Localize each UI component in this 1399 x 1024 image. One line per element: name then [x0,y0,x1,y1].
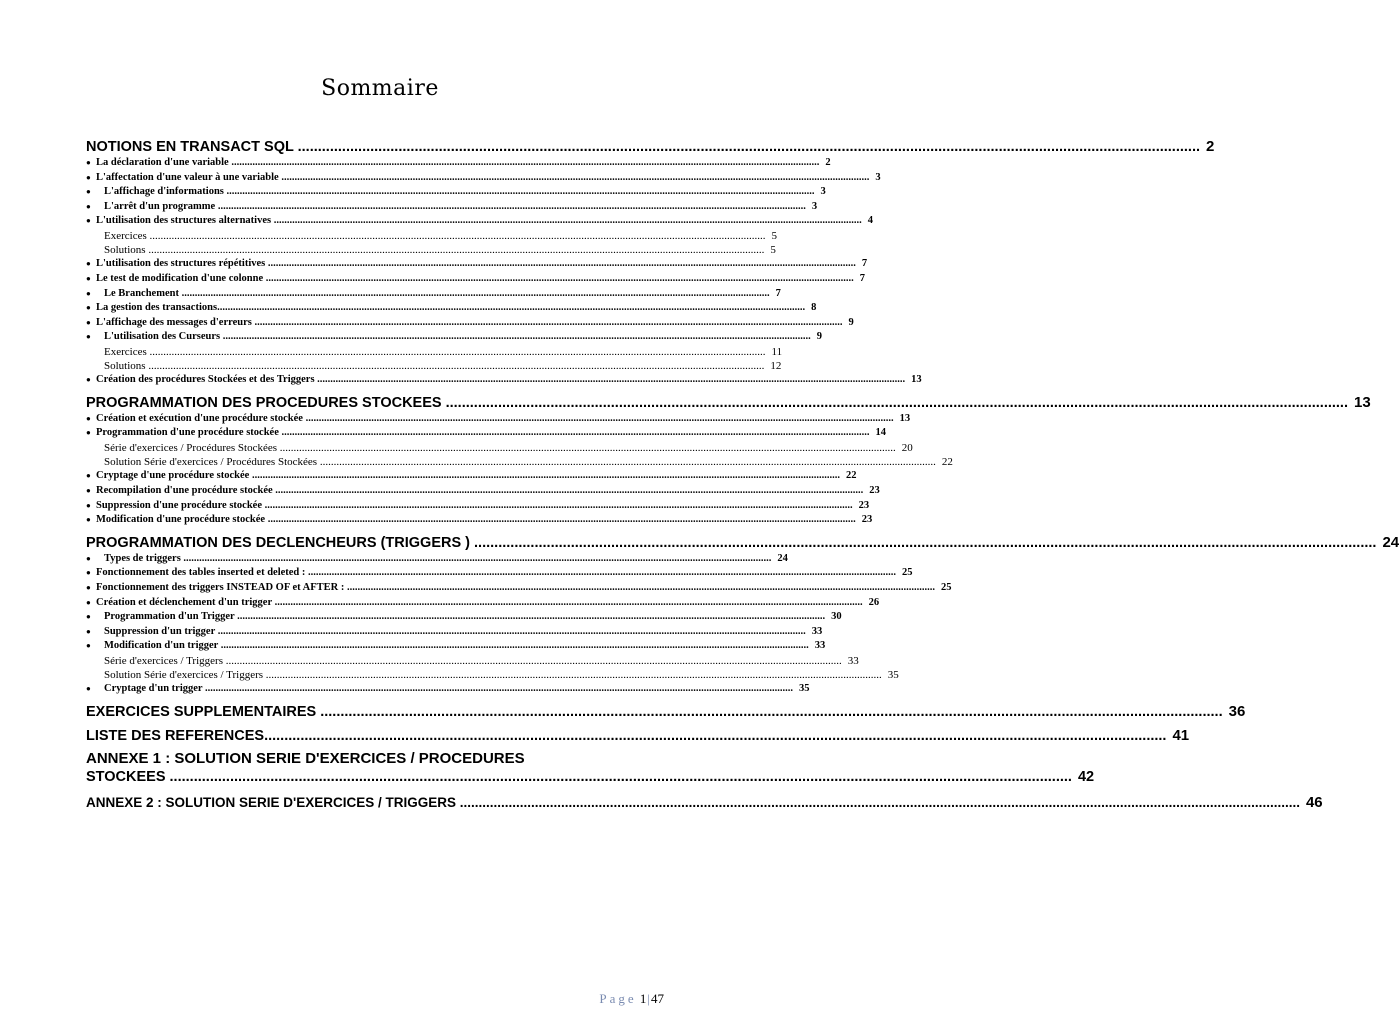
toc-page-number: 20 [901,442,913,455]
toc-entry[interactable] [86,272,865,287]
toc-page-number: 36 [1228,702,1246,720]
leader-dots: ................................................................................................................................................................................................................................ [225,654,842,667]
toc-annex-2[interactable] [86,793,1323,812]
toc-entry-title: PROGRAMMATION DES DECLENCHEURS (TRIGGERS ) [86,534,475,551]
bullet-icon: ● [86,500,91,510]
leader-dots: ................................................................................................................................................................................................................................ [265,272,854,284]
toc-page-number: 23 [858,499,870,511]
leader-dots: ................................................................................................................................................................................................................................ [274,596,863,608]
toc-entry[interactable] [86,639,826,654]
toc-page-number: 13 [911,374,922,386]
toc-heading[interactable] [86,533,1399,552]
toc-subentry[interactable] [86,455,953,469]
bullet-icon: ● [86,553,91,563]
footer-total-pages: 47 [651,991,664,1006]
toc-page-number: 41 [1172,726,1190,744]
toc-page-number: 23 [869,485,880,497]
toc-page-number: 13 [899,412,911,424]
leader-dots: ................................................................................................................................................................................................................................ [148,360,765,373]
toc-subentry[interactable] [86,654,859,668]
toc-entry[interactable] [86,682,810,697]
leader-dots: ................................................................................................................................................................................................................................ [320,703,1223,720]
toc-entry[interactable] [86,484,880,499]
toc-entry-title: Exercices [104,345,150,358]
toc-entry[interactable] [86,171,881,186]
bullet-icon: ● [86,303,91,313]
toc-entry-title: Cryptage d'un trigger [104,683,206,695]
bullet-icon: ● [86,201,91,211]
bullet-icon: ● [86,597,91,607]
leader-dots: ................................................................................................................................................................................................................................ [265,669,882,682]
annex-2-page-number: 46 [1305,793,1323,811]
toc-page-number: 4 [867,215,873,227]
toc-page-number: 35 [799,683,810,695]
leader-dots: ................................................................................................................................................................................................................................ [459,794,1300,810]
bullet-icon: ● [86,471,91,481]
toc-entry-title: L'utilisation des structures répétitives [96,258,268,270]
leader-dots: ................................................................................................................................................................................................................................ [297,139,1201,155]
leader-dots: ................................................................................................................................................................................................................................ [281,427,870,439]
toc-entry-title: Suppression d'un trigger [104,625,218,637]
toc-page-number: 5 [770,244,776,257]
toc-page-number: 33 [847,654,859,667]
annex-1-title-end: STOCKEES [86,768,170,785]
toc-entry-title: L'utilisation des Curseurs [104,331,223,343]
bullet-icon: ● [86,273,91,283]
bullet-icon: ● [86,158,91,167]
bullet-icon: ● [86,428,91,438]
toc-entry-title: Série d'exercices / Procédures Stockées [104,442,280,455]
toc-entry-title: Fonctionnement des triggers INSTEAD OF et AFTER : [96,582,348,593]
leader-dots: ................................................................................................................................................................................................................................ [220,640,809,652]
bullet-icon: ● [86,187,91,197]
toc-subentry[interactable] [86,359,782,373]
leader-dots: ................................................................................................................................................................................................................................ [148,244,765,257]
toc-entry-title: PROGRAMMATION DES PROCEDURES STOCKEES [86,394,446,411]
toc-entry[interactable] [86,316,854,331]
leader-dots: ................................................................................................................................................................................................................................ [317,374,906,386]
toc-page-number: 30 [831,611,842,623]
leader-dots: ................................................................................................................................................................................................................................ [149,345,766,358]
leader-dots: ................................................................................................................................................................................................................................ [267,514,856,526]
annex-1-title-line1: ANNEXE 1 : SOLUTION SERIE D'EXERCICES / PROCEDURES [86,749,525,767]
toc-entry-title: Types de triggers [104,552,184,564]
footer-page-label: Page [599,991,637,1006]
toc-heading[interactable] [86,702,1246,721]
toc-page-number: 13 [1354,393,1371,411]
toc-entry[interactable] [86,330,822,345]
toc-heading[interactable] [86,726,1190,745]
toc-entry-title: Cryptage d'une procédure stockée [96,470,252,482]
leader-dots: ................................................................................................................................................................................................................................ [169,768,1072,785]
page-footer [599,991,664,1007]
toc-entry-title: LISTE DES REFERENCES [86,727,265,744]
toc-entry[interactable] [86,566,913,581]
toc-entry-title: L'affichage d'informations [104,186,227,198]
leader-dots: ................................................................................................................................................................................................................................ [264,727,1167,744]
toc-entry[interactable] [86,200,818,215]
leader-dots: ................................................................................................................................................................................................................................ [474,534,1377,551]
toc-entry-title: Création des procédures Stockées et des Triggers [96,374,318,386]
leader-dots: ................................................................................................................................................................................................................................ [267,258,856,270]
leader-dots: ................................................................................................................................................................................................................................ [217,200,806,212]
toc-page-number: 9 [816,331,822,343]
toc-page-number: 11 [771,345,783,358]
toc-page-number: 25 [902,567,913,579]
toc-page-number: 7 [859,272,865,284]
toc-entry[interactable] [86,610,842,625]
leader-dots: ................................................................................................................................................................................................................................ [347,582,936,593]
toc-subentry[interactable] [86,229,777,243]
toc-entry-title: L'utilisation des structures alternatives [96,215,274,227]
table-of-contents [86,138,1399,812]
toc-page-number: 23 [861,514,873,526]
toc-entry[interactable] [86,156,831,171]
toc-entry-title: Recompilation d'une procédure stockée [96,485,276,497]
annex-1-title-line2 [86,768,1095,786]
toc-page-number: 9 [848,316,854,328]
toc-entry-title: Le test de modification d'une colonne [96,272,266,284]
toc-entry[interactable] [86,625,823,640]
leader-dots: ................................................................................................................................................................................................................................ [254,316,843,328]
annex-2-title: ANNEXE 2 : SOLUTION SERIE D'EXERCICES / TRIGGERS [86,794,460,810]
toc-entry-title: NOTIONS EN TRANSACT SQL [86,139,298,155]
leader-dots: ................................................................................................................................................................................................................................ [445,394,1348,411]
leader-dots: ................................................................................................................................................................................................................................ [205,683,794,695]
leader-dots: ................................................................................................................................................................................................................................ [279,442,896,455]
toc-entry-title: Création et exécution d'une procédure stockée [96,412,306,424]
toc-page-number: 33 [811,625,823,637]
leader-dots: ................................................................................................................................................................................................................................ [217,302,806,314]
toc-subentry[interactable] [86,441,913,455]
toc-page-number: 3 [875,171,881,183]
bullet-icon: ● [86,486,91,496]
bullet-icon: ● [86,583,91,592]
toc-entry[interactable] [86,373,922,388]
leader-dots: ................................................................................................................................................................................................................................ [183,552,772,564]
toc-entry[interactable] [86,257,868,272]
toc-entry-title: Modification d'un trigger [104,640,221,652]
leader-dots: ................................................................................................................................................................................................................................ [308,567,897,579]
toc-items [86,138,1399,745]
toc-entry-title: Solution Série d'exercices / Procédures Stockées [104,456,320,469]
annex-1-page-number: 42 [1077,768,1095,785]
toc-entry-title: EXERCICES SUPPLEMENTAIRES [86,703,321,720]
toc-entry[interactable] [86,301,817,316]
toc-page-number: 3 [811,200,818,212]
bullet-icon: ● [86,612,91,622]
toc-page-number: 22 [941,456,953,469]
toc-subentry[interactable] [86,668,899,682]
leader-dots: ................................................................................................................................................................................................................................ [305,412,894,424]
toc-entry-title: L'affectation d'une valeur à une variable [96,171,282,183]
bullet-icon: ● [86,413,91,423]
toc-page-number: 2 [1206,138,1215,155]
toc-page-number: 5 [771,229,777,242]
toc-page-number: 2 [825,157,831,168]
leader-dots: ................................................................................................................................................................................................................................ [273,215,862,227]
toc-page-number: 35 [887,669,899,682]
bullet-icon: ● [86,216,91,226]
toc-page-number: 25 [941,582,952,593]
leader-dots: ................................................................................................................................................................................................................................ [281,171,870,183]
toc-page-number: 3 [820,186,826,198]
leader-dots: ................................................................................................................................................................................................................................ [251,470,840,482]
toc-entry[interactable] [86,581,952,596]
toc-entry-title: Programmation d'un Trigger [104,611,238,623]
toc-entry-title: L'arrêt d'un programme [104,200,218,212]
toc-entry-title: Création et déclenchement d'un trigger [96,596,275,608]
leader-dots: ................................................................................................................................................................................................................................ [275,485,864,497]
toc-entry-title: L'affichage des messages d'erreurs [96,316,255,328]
leader-dots: ................................................................................................................................................................................................................................ [226,186,815,198]
toc-annex-1[interactable] [86,749,1095,786]
toc-entry-title: Solutions [104,360,149,373]
toc-page-number: 14 [875,427,886,439]
toc-entry-title: Le Branchement [104,287,182,299]
toc-entry-title: Solution Série d'exercices / Triggers [104,669,266,682]
toc-entry[interactable] [86,287,781,302]
toc-page-number: 12 [770,360,782,373]
toc-page-number: 7 [775,287,781,299]
footer-separator: | [647,991,650,1006]
toc-page-number: 33 [814,640,826,652]
bullet-icon: ● [86,568,91,578]
bullet-icon: ● [86,626,91,636]
page-title: Sommaire [321,76,439,101]
toc-page-number: 24 [777,552,788,564]
leader-dots: ................................................................................................................................................................................................................................ [264,499,853,511]
toc-entry-title: Fonctionnement des tables inserted et deleted : [96,567,309,579]
bullet-icon: ● [86,259,91,269]
bullet-icon: ● [86,375,91,385]
leader-dots: ................................................................................................................................................................................................................................ [237,611,826,623]
bullet-icon: ● [86,172,91,182]
toc-page-number: 26 [868,596,880,608]
toc-entry-title: Suppression d'une procédure stockée [96,499,265,511]
toc-entry[interactable] [86,185,826,200]
toc-page-number: 22 [845,470,857,482]
bullet-icon: ● [86,515,91,525]
toc-entry-title: Programmation d'une procédure stockée [96,427,282,439]
toc-entry[interactable] [86,469,857,484]
toc-entry-title: La déclaration d'une variable [96,157,232,168]
toc-page-number: 7 [861,258,868,270]
toc-subentry[interactable] [86,345,783,359]
toc-entry[interactable] [86,499,870,514]
leader-dots: ................................................................................................................................................................................................................................ [149,229,766,242]
toc-subentry[interactable] [86,243,776,257]
leader-dots: ................................................................................................................................................................................................................................ [217,625,806,637]
toc-entry[interactable] [86,412,911,427]
leader-dots: ................................................................................................................................................................................................................................ [222,331,811,343]
toc-entry[interactable] [86,426,886,441]
toc-entry[interactable] [86,214,873,229]
toc-entry[interactable] [86,513,873,528]
toc-entry-title: Exercices [104,229,150,242]
toc-entry-title: Modification d'une procédure stockée [96,514,268,526]
bullet-icon: ● [86,332,91,342]
toc-entry[interactable] [86,552,788,567]
toc-entry-title: La gestion des transactions [96,302,218,314]
bullet-icon: ● [86,684,91,694]
bullet-icon: ● [86,641,91,651]
toc-entry-title: Série d'exercices / Triggers [104,654,226,667]
toc-page-number: 24 [1382,533,1399,551]
toc-entry-title: Solutions [104,244,149,257]
bullet-icon: ● [86,288,91,298]
footer-current-page: 1 [639,991,647,1006]
toc-heading[interactable] [86,138,1215,156]
leader-dots: ................................................................................................................................................................................................................................ [319,456,936,469]
leader-dots: ................................................................................................................................................................................................................................ [231,157,820,168]
bullet-icon: ● [86,317,91,327]
toc-entry[interactable] [86,596,880,611]
toc-heading[interactable] [86,393,1371,412]
leader-dots: ................................................................................................................................................................................................................................ [181,287,770,299]
toc-page-number: 8 [811,302,817,314]
